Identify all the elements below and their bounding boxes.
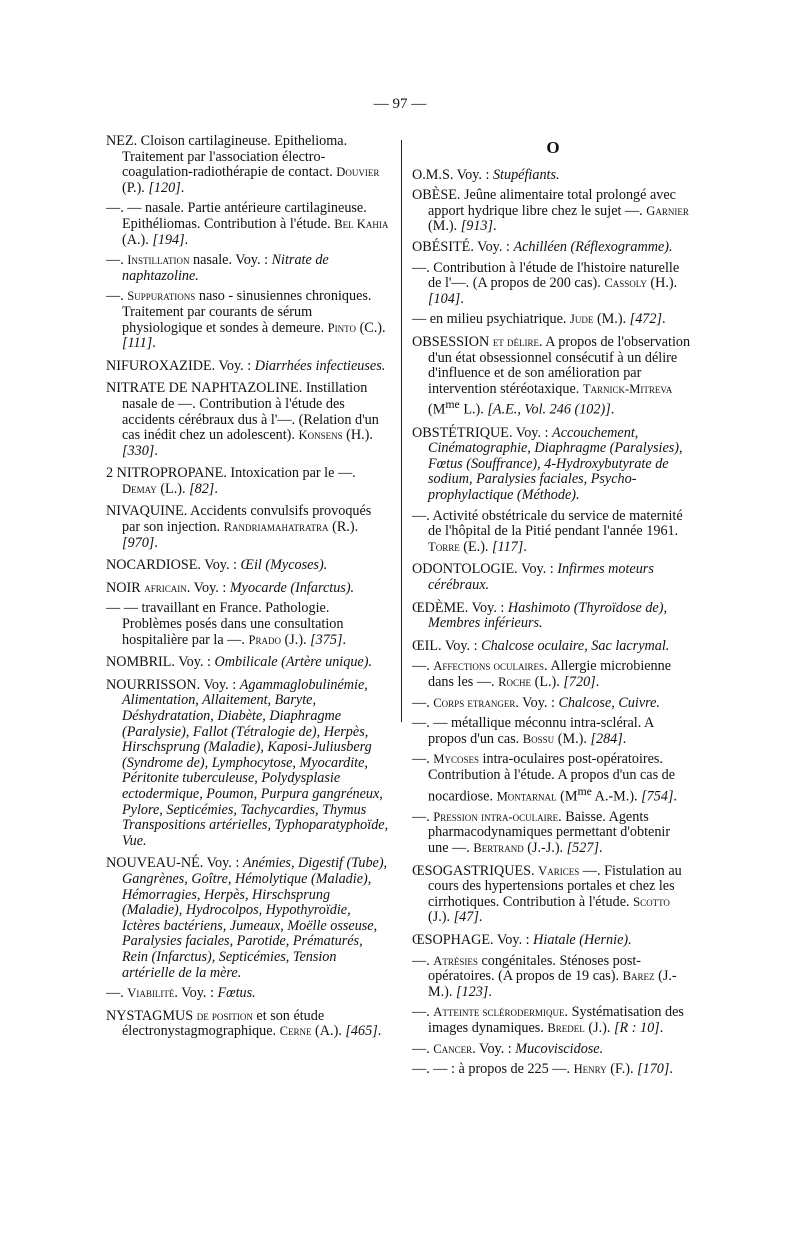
index-subentry: —. Affections oculaires. Allergie microbienne dans les —. Roche (L.). [720]. bbox=[412, 658, 672, 690]
index-entry: NOUVEAU-NÉ. Voy. : Anémies, Digestif (Tube), Gangrènes, Goître, Hémolytique (Maladie), Hémorragies, Herpès, Hirschsprung (Maladie), Hydrocolpos, Hypothyroïdie, Ictères bactériens, Jumeaux, Moëlle osseuse, Paralysies faciales, Parotide, Prématurés, Rein (Infarctus), Septicémies, Tension artérielle de la mère. bbox=[106, 855, 388, 981]
section-letter-heading: O bbox=[546, 138, 560, 157]
index-subentry: — — travaillant en France. Pathologie. Problèmes posés dans une consultation hospitalière par la —. Prado (J.). [375]. bbox=[106, 600, 347, 648]
index-entry: NEZ. Cloison cartilagineuse. Epithelioma. Traitement par l'association électro-coagulation-radiothérapie de contact. Douvier (P.). [120]. bbox=[106, 133, 380, 196]
left-column bbox=[106, 134, 392, 1045]
index-subentry: —. Atteinte sclérodermique. Systématisation des images dynamiques. Bredel (J.). [R : 10]. bbox=[412, 1004, 684, 1036]
right-column-entries bbox=[412, 168, 694, 1078]
index-subentry: —. Activité obstétricale du service de maternité de l'hôpital de la Pitié pendant l'année 1961. Torre (E.). [117]. bbox=[412, 507, 683, 555]
index-subentry: —. — nasale. Partie antérieure cartilagineuse. Epithéliomas. Contribution à l'étude. Bel Kahia (A.). [194]. bbox=[106, 200, 389, 248]
index-entry: NOMBRIL. Voy. : Ombilicale (Artère unique). bbox=[106, 654, 372, 671]
right-column bbox=[412, 134, 694, 1083]
index-subentry: —. Cancer. Voy. : Mucoviscidose. bbox=[412, 1040, 604, 1057]
index-entry: ŒSOPHAGE. Voy. : Hiatale (Hernie). bbox=[412, 932, 632, 948]
index-subentry: —. Mycoses intra-oculaires post-opératoires. Contribution à l'étude. A propos d'un cas de nocardiose. Montarnal ($M^{me}$ A.-M.). [754]. bbox=[412, 751, 678, 805]
index-entry: NOURRISSON. Voy. : Agammaglobulinémie, Alimentation, Allaitement, Baryte, Déshydratation, Diabète, Diaphragme (Paralysie), Fallot (Tétralogie de), Herpès, Hirschsprung (Maladie), Kaposi-Juliusberg (Syndrome de), Lymphocytose, Myocardite, Péritonite tuberculeuse, Polydysplasie ectodermique, Poumon, Purpura gangréneux, Pylore, Septicémies, Tachycardies, Thymus Transpositions artérielles, Typhoparatyphoïde, Vue. bbox=[106, 676, 389, 849]
column-divider bbox=[401, 140, 402, 722]
index-entry: ŒDÈME. Voy. : Hashimoto (Thyroïdose de), Membres inférieurs. bbox=[412, 599, 667, 632]
index-subentry: OBÈSE. Jeûne alimentaire total prolongé avec apport hydrique libre chez le sujet —. Garnier (M.). [913]. bbox=[412, 187, 689, 235]
index-entry: O.M.S. Voy. : Stupéfiants. bbox=[412, 166, 560, 183]
index-entry: NOCARDIOSE. Voy. : Œil (Mycoses). bbox=[106, 557, 328, 574]
index-entry: 2 NITROPROPANE. Intoxication par le —. Demay (L.). [82]. bbox=[106, 465, 356, 497]
index-subentry: —. Viabilité. Voy. : Fœtus. bbox=[106, 985, 256, 1002]
index-subentry: —. Contribution à l'étude de l'histoire naturelle de l'—. (A propos de 200 cas). Cassoly (H.). [104]. bbox=[412, 259, 680, 307]
index-entry: NYSTAGMUS de position et son étude électronystagmographique. Cerne (A.). [465]. bbox=[106, 1007, 382, 1040]
index-entry: NIFUROXAZIDE. Voy. : Diarrhées infectieuses. bbox=[106, 357, 386, 374]
index-entry: OBSESSION et délire. A propos de l'observation d'un état obsessionnel consécutif à un délire d'influence et de son amélioration par intervention stéréotaxique. Tarnick-Mitreva ($M^{me}$ L.). [A.E., Vol. 246 (102)]. bbox=[412, 333, 691, 419]
index-entry: ŒSOGASTRIQUES. Varices —. Fistulation au cours des hypertensions portales et chez les cirrhotiques. Contribution à l'étude. Scotto (J.). [47]. bbox=[412, 862, 682, 926]
index-entry: ŒIL. Voy. : Chalcose oculaire, Sac lacrymal. bbox=[412, 637, 670, 654]
index-subentry: OBÉSITÉ. Voy. : Achilléen (Réflexogramme). bbox=[412, 238, 673, 255]
index-subentry: — en milieu psychiatrique. Jude (M.). [472]. bbox=[412, 311, 666, 328]
index-entry: NITRATE DE NAPHTAZOLINE. Instillation nasale de —. Contribution à l'étude des accidents cérébraux dus à l'—. (Relation d'un cas inédit chez un adolescent). Konsens (H.). [330]. bbox=[106, 380, 379, 459]
index-entry: NIVAQUINE. Accidents convulsifs provoqués par son injection. Randriamahatratra (R.). [970]. bbox=[106, 503, 372, 551]
index-entry: OBSTÉTRIQUE. Voy. : Accouchement, Cinématographie, Diaphragme (Paralysies), Fœtus (Souffrance), 4-Hydroxybutyrate de sodium, Paralysies faciales, Psycho-prophylactique (Méthode). bbox=[412, 424, 683, 504]
index-entry: ODONTOLOGIE. Voy. : Infirmes moteurs cérébraux. bbox=[412, 561, 654, 593]
index-entry: NOIR africain. Voy. : Myocarde (Infarctus). bbox=[106, 579, 355, 596]
index-subentry: —. Suppurations naso - sinusiennes chroniques. Traitement par courants de sérum physiologique et sondes à demeure. Pinto (C.). [111]. bbox=[106, 288, 386, 352]
index-subentry: —. — métallique méconnu intra-scléral. A propos d'un cas. Bossu (M.). [284]. bbox=[412, 715, 654, 747]
index-subentry: —. Pression intra-oculaire. Baisse. Agents pharmacodynamiques permettant d'obtenir une —. Bertrand (J.-J.). [527]. bbox=[412, 808, 671, 857]
index-subentry: —. Instillation nasale. Voy. : Nitrate de naphtazoline. bbox=[106, 252, 329, 284]
index-subentry: —. Corps etranger. Voy. : Chalcose, Cuivre. bbox=[412, 694, 660, 711]
page-number: — 97 — bbox=[373, 96, 427, 112]
index-subentry: —. — : à propos de 225 —. Henry (F.). [170]. bbox=[412, 1061, 673, 1078]
index-subentry: —. Atrésies congénitales. Sténoses post-opératoires. (A propos de 19 cas). Barez (J.-M.). [123]. bbox=[412, 952, 677, 1000]
